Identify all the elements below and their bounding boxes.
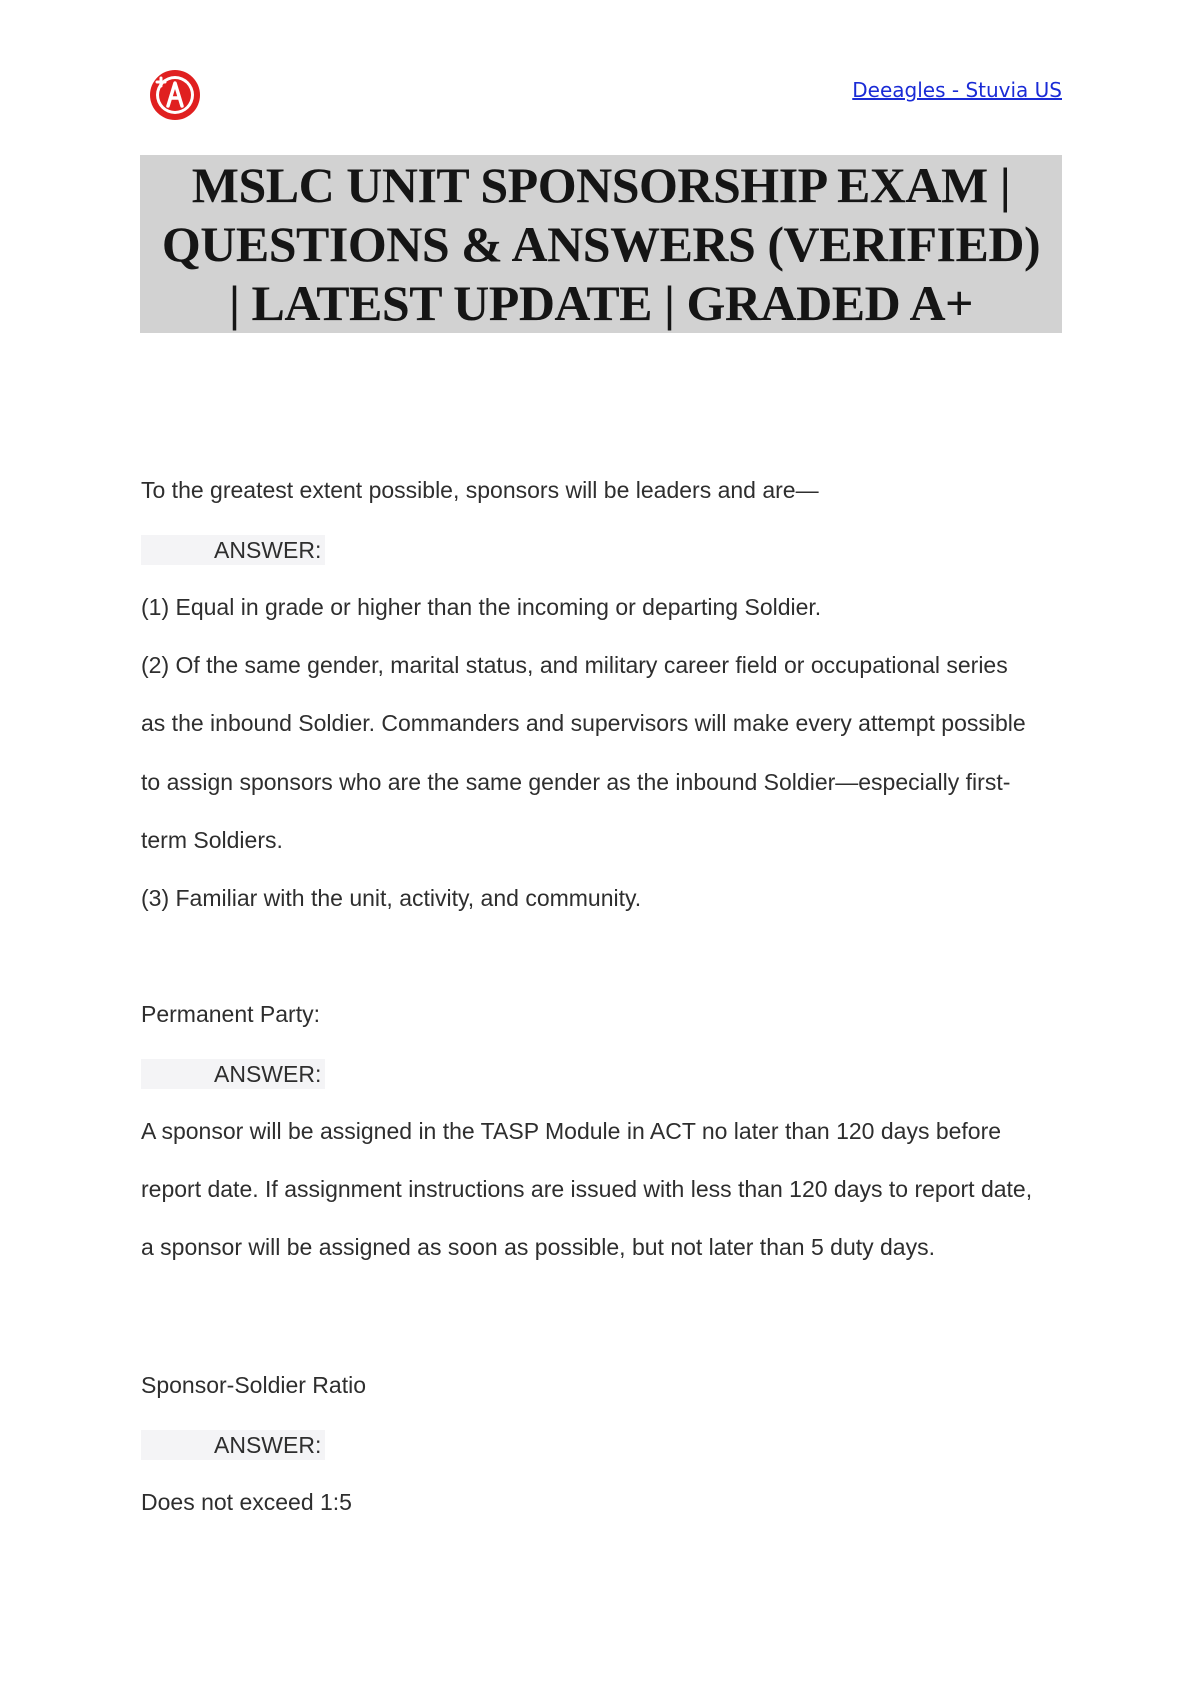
answer-label: ANSWER: xyxy=(141,535,1061,592)
question-text: Permanent Party: xyxy=(141,1001,320,1027)
stuvia-logo-icon xyxy=(148,68,202,122)
qa-item xyxy=(141,475,1061,941)
answer-label: ANSWER: xyxy=(141,1430,1061,1487)
question-text: Sponsor-Soldier Ratio xyxy=(141,1372,367,1398)
answer-label: ANSWER: xyxy=(141,1059,1061,1116)
answer-line: (1) Equal in grade or higher than the incoming or departing Soldier. xyxy=(141,594,822,620)
qa-item xyxy=(141,1370,1061,1545)
qa-item xyxy=(141,999,1061,1290)
answer-line: A sponsor will be assigned in the TASP Module in ACT no later than 120 days before xyxy=(141,1118,1002,1144)
answer-line: (2) Of the same gender, marital status, and military career field or occupational series xyxy=(141,652,1008,678)
answer-line: Does not exceed 1:5 xyxy=(141,1489,352,1515)
answer-line: a sponsor will be assigned as soon as possible, but not later than 5 duty days. xyxy=(141,1234,935,1260)
spacer xyxy=(141,1290,1061,1370)
answer-line: as the inbound Soldier. Commanders and supervisors will make every attempt possible xyxy=(141,710,1026,736)
answer-line: (3) Familiar with the unit, activity, and community. xyxy=(141,885,642,911)
document-title: MSLC UNIT SPONSORSHIP EXAM | QUESTIONS & ANSWERS (VERIFIED) | LATEST UPDATE | GRADED A+ xyxy=(161,156,1041,331)
question-text: To the greatest extent possible, sponsors will be leaders and are— xyxy=(141,477,819,503)
answer-line: term Soldiers. xyxy=(141,827,283,853)
answer-line: to assign sponsors who are the same gender as the inbound Soldier—especially first- xyxy=(141,769,1011,795)
answer-line: report date. If assignment instructions are issued with less than 120 days to report date, xyxy=(141,1176,1033,1202)
document-body xyxy=(141,475,1061,1545)
author-link[interactable]: Deeagles - Stuvia US xyxy=(852,78,1062,102)
title-banner xyxy=(140,155,1062,333)
spacer xyxy=(141,941,1061,999)
